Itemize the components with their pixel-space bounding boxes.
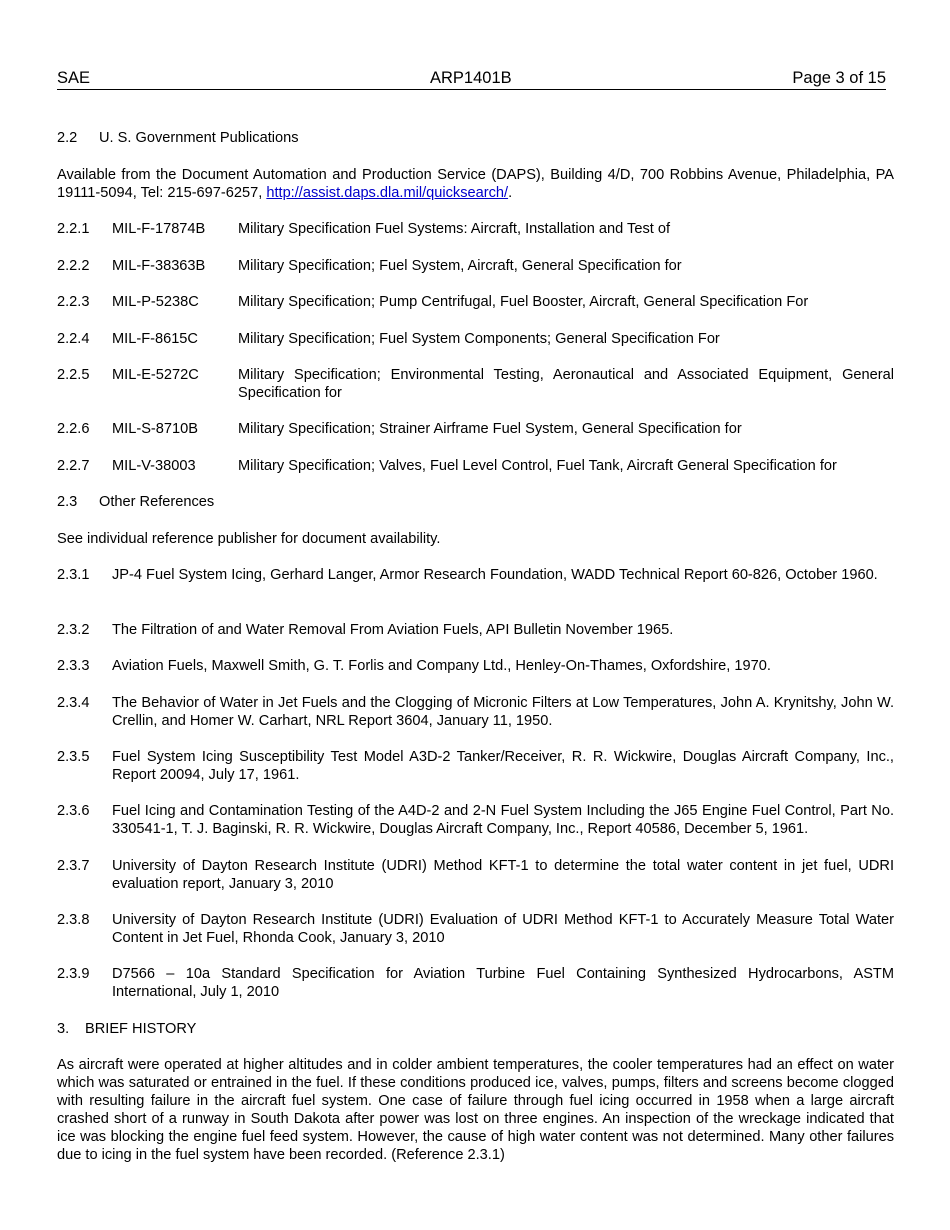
reference-number: 2.3.6 [57, 803, 90, 819]
reference-text: The Behavior of Water in Jet Fuels and the Clogging of Micronic Filters at Low Temperatures, John A. Krynitshy, John W. Crellin, and Homer W. Carhart, NRL Report 3604, January 11, 1950. [112, 695, 894, 729]
gov-pub-code: MIL-P-5238C [112, 294, 199, 310]
gov-pub-desc: Military Specification; Fuel System, Aircraft, General Specification for [238, 258, 682, 274]
gov-pub-number: 2.2.5 [57, 367, 90, 383]
reference-number: 2.3.3 [57, 658, 90, 674]
reference-text: University of Dayton Research Institute (UDRI) Method KFT-1 to determine the total water content in jet fuel, UDRI evaluation report, January 3, 2010 [112, 858, 894, 892]
reference-number: 2.3.1 [57, 567, 90, 583]
availability-text: Available from the Document Automation and Production Service (DAPS), Building 4/D, 700 Robbins Avenue, Philadelphia, PA 19111-5094, Tel: 215-697-6257, [57, 167, 894, 201]
reference-number: 2.3.9 [57, 966, 90, 982]
reference-text: Fuel System Icing Susceptibility Test Model A3D-2 Tanker/Receiver, R. R. Wickwire, Douglas Aircraft Company, Inc., Report 20094, July 17, 1961. [112, 749, 894, 783]
gov-pub-code: MIL-V-38003 [112, 458, 196, 474]
gov-pub-code: MIL-F-38363B [112, 258, 206, 274]
section-title: U. S. Government Publications [99, 130, 299, 146]
history-paragraph: As aircraft were operated at higher altitudes and in colder ambient temperatures, the cooler temperatures had an effect on water which was saturated or entrained in the fuel. If these conditions produced ice, valves, pumps, filters and screens become clogged with resulting failure in the aircraft fuel system. One case of failure through fuel icing occurred in 1958 when a large aircraft crashed short of a runway in South Dakota after power was lost on three engines. An inspection of the wreckage indicated that ice was blocking the engine fuel feed system. However, the cause of high water content was not determined. Many other failures due to icing in the fuel system have been recorded. (Reference 2.3.1) [57, 1057, 894, 1163]
references-intro: See individual reference publisher for document availability. [57, 531, 441, 547]
gov-pub-code: MIL-F-8615C [112, 331, 198, 347]
section-number: 2.3 [57, 494, 78, 510]
availability-paragraph [57, 166, 894, 202]
reference-text: JP-4 Fuel System Icing, Gerhard Langer, Armor Research Foundation, WADD Technical Report 60-826, October 1960. [112, 567, 878, 583]
header-org: SAE [57, 69, 91, 87]
section-2-2-heading [57, 129, 894, 147]
reference-text: D7566 – 10a Standard Specification for Aviation Turbine Fuel Containing Synthesized Hydrocarbons, ASTM International, July 1, 2010 [112, 966, 894, 1000]
gov-pub-number: 2.2.6 [57, 421, 90, 437]
availability-end: . [508, 185, 513, 201]
reference-text: Fuel Icing and Contamination Testing of the A4D-2 and 2-N Fuel System Including the J65 Engine Fuel Control, Part No. 330541-1, T. J. Baginski, R. R. Wickwire, Douglas Aircraft Company, Inc., Report 40586, December 5, 1961. [112, 803, 894, 837]
gov-pub-code: MIL-S-8710B [112, 421, 198, 437]
header-doc-id: ARP1401B [430, 69, 512, 87]
reference-number: 2.3.7 [57, 858, 90, 874]
reference-text: Aviation Fuels, Maxwell Smith, G. T. Forlis and Company Ltd., Henley-On-Thames, Oxfordshire, 1970. [112, 658, 771, 674]
section-title: BRIEF HISTORY [85, 1021, 197, 1037]
gov-pub-number: 2.2.2 [57, 258, 90, 274]
reference-text: University of Dayton Research Institute (UDRI) Evaluation of UDRI Method KFT-1 to Accurately Measure Total Water Content in Jet Fuel, Rhonda Cook, January 3, 2010 [112, 912, 894, 946]
gov-pub-code: MIL-F-17874B [112, 221, 206, 237]
gov-pub-desc: Military Specification; Strainer Airframe Fuel System, General Specification for [238, 421, 742, 437]
gov-pub-code: MIL-E-5272C [112, 367, 199, 383]
reference-number: 2.3.4 [57, 695, 90, 711]
gov-pub-desc: Military Specification; Fuel System Components; General Specification For [238, 331, 720, 347]
gov-pub-desc: Military Specification; Environmental Testing, Aeronautical and Associated Equipment, General Specification for [238, 367, 894, 401]
gov-pub-number: 2.2.3 [57, 294, 90, 310]
section-number: 3. [57, 1021, 70, 1037]
gov-pub-number: 2.2.4 [57, 331, 90, 347]
daps-link[interactable]: http://assist.daps.dla.mil/quicksearch/ [266, 185, 509, 201]
gov-pub-number: 2.2.1 [57, 221, 90, 237]
reference-number: 2.3.8 [57, 912, 90, 928]
section-number: 2.2 [57, 130, 78, 146]
gov-pub-desc: Military Specification; Pump Centrifugal, Fuel Booster, Aircraft, General Specification For [238, 294, 809, 310]
header-page-number: Page 3 of 15 [792, 69, 886, 87]
section-2-3-heading [57, 493, 894, 511]
gov-pub-desc: Military Specification; Valves, Fuel Level Control, Fuel Tank, Aircraft General Specification for [238, 458, 837, 474]
reference-text: The Filtration of and Water Removal From Aviation Fuels, API Bulletin November 1965. [112, 622, 674, 638]
section-3-heading [57, 1020, 894, 1038]
gov-pub-number: 2.2.7 [57, 458, 90, 474]
gov-pub-desc: Military Specification Fuel Systems: Aircraft, Installation and Test of [238, 221, 671, 237]
page-header [57, 68, 886, 90]
section-title: Other References [99, 494, 215, 510]
reference-number: 2.3.2 [57, 622, 90, 638]
reference-number: 2.3.5 [57, 749, 90, 765]
